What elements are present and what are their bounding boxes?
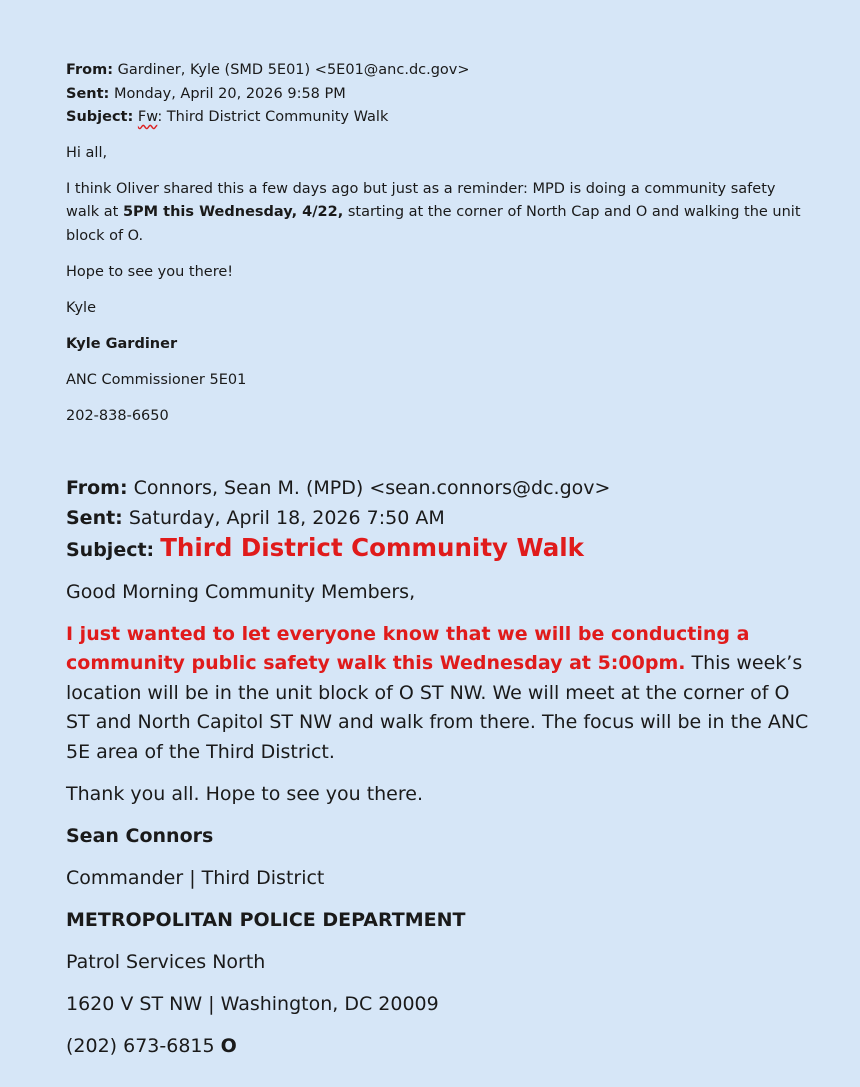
greeting: Good Morning Community Members, [66, 580, 416, 603]
closing: Hope to see you there! [66, 263, 234, 280]
thanks: Thank you all. Hope to see you there. [66, 782, 423, 805]
from-line [66, 474, 814, 504]
original-message [66, 474, 814, 1074]
body-bold-time: 5PM this Wednesday, 4/22, [122, 204, 344, 220]
signature-division: Patrol Services North [66, 950, 266, 973]
original-headers [66, 474, 814, 566]
signature-phone-suffix: O [220, 1034, 237, 1057]
subject-value: Third District Community Walk [160, 533, 584, 562]
from-line [66, 59, 811, 83]
from-label: From: [66, 62, 113, 78]
sent-label: Sent: [66, 506, 123, 529]
signature-address: 1620 V ST NW | Washington, DC 20009 [66, 992, 439, 1015]
sent-line [66, 83, 811, 107]
from-label: From: [66, 477, 128, 499]
body-text-2: starting at the corner of North Cap and O and walking the unit block of O. [66, 204, 801, 244]
from-value[interactable]: Connors, Sean M. (MPD) <sean.connors@dc.gov> [133, 477, 611, 499]
forward-message [66, 59, 811, 441]
sent-value: Saturday, April 18, 2026 7:50 AM [128, 506, 445, 529]
sent-line [66, 504, 814, 534]
signature-phone-number[interactable]: (202) 673-6815 [66, 1034, 215, 1057]
signature-title: ANC Commissioner 5E01 [66, 371, 247, 388]
signature-dept [66, 906, 814, 936]
signature-name [66, 333, 811, 357]
signature-dept-text: METROPOLITAN POLICE DEPARTMENT [66, 908, 466, 931]
subject-label: Subject: [66, 109, 134, 125]
signature-title: Commander | Third District [66, 866, 325, 889]
signature-name-text: Sean Connors [66, 824, 214, 847]
signature-name [66, 822, 814, 852]
greeting: Hi all, [66, 144, 108, 161]
subject-value: : Third District Community Walk [157, 109, 389, 125]
from-value[interactable]: Gardiner, Kyle (SMD 5E01) <5E01@anc.dc.gov> [117, 62, 470, 78]
body-text-1: I think Oliver shared this a few days ago but just as a reminder: MPD is doing a community safety walk at [66, 180, 776, 220]
body-paragraph [66, 178, 811, 249]
signature-name-text: Kyle Gardiner [66, 335, 178, 352]
signoff: Kyle [66, 299, 96, 316]
subject-prefix: Fw [137, 109, 158, 125]
body-text: This week’s location will be in the unit block of O ST NW. We will meet at the corner of O ST and North Capitol ST NW and walk from there. The focus will be in the ANC 5E area of the Third District. [66, 652, 809, 763]
body-highlight: I just wanted to let everyone know that we will be conducting a community public safety walk this Wednesday at 5:00pm. [66, 622, 750, 674]
forward-headers [66, 59, 811, 130]
signature-phone [66, 1032, 814, 1062]
sent-value: Monday, April 20, 2026 9:58 PM [113, 85, 346, 102]
subject-line [66, 106, 811, 130]
body-paragraph [66, 620, 814, 768]
subject-label: Subject: [66, 539, 155, 561]
sent-label: Sent: [66, 85, 110, 102]
signature-phone[interactable]: 202-838-6650 [66, 407, 169, 424]
subject-line [66, 533, 814, 566]
